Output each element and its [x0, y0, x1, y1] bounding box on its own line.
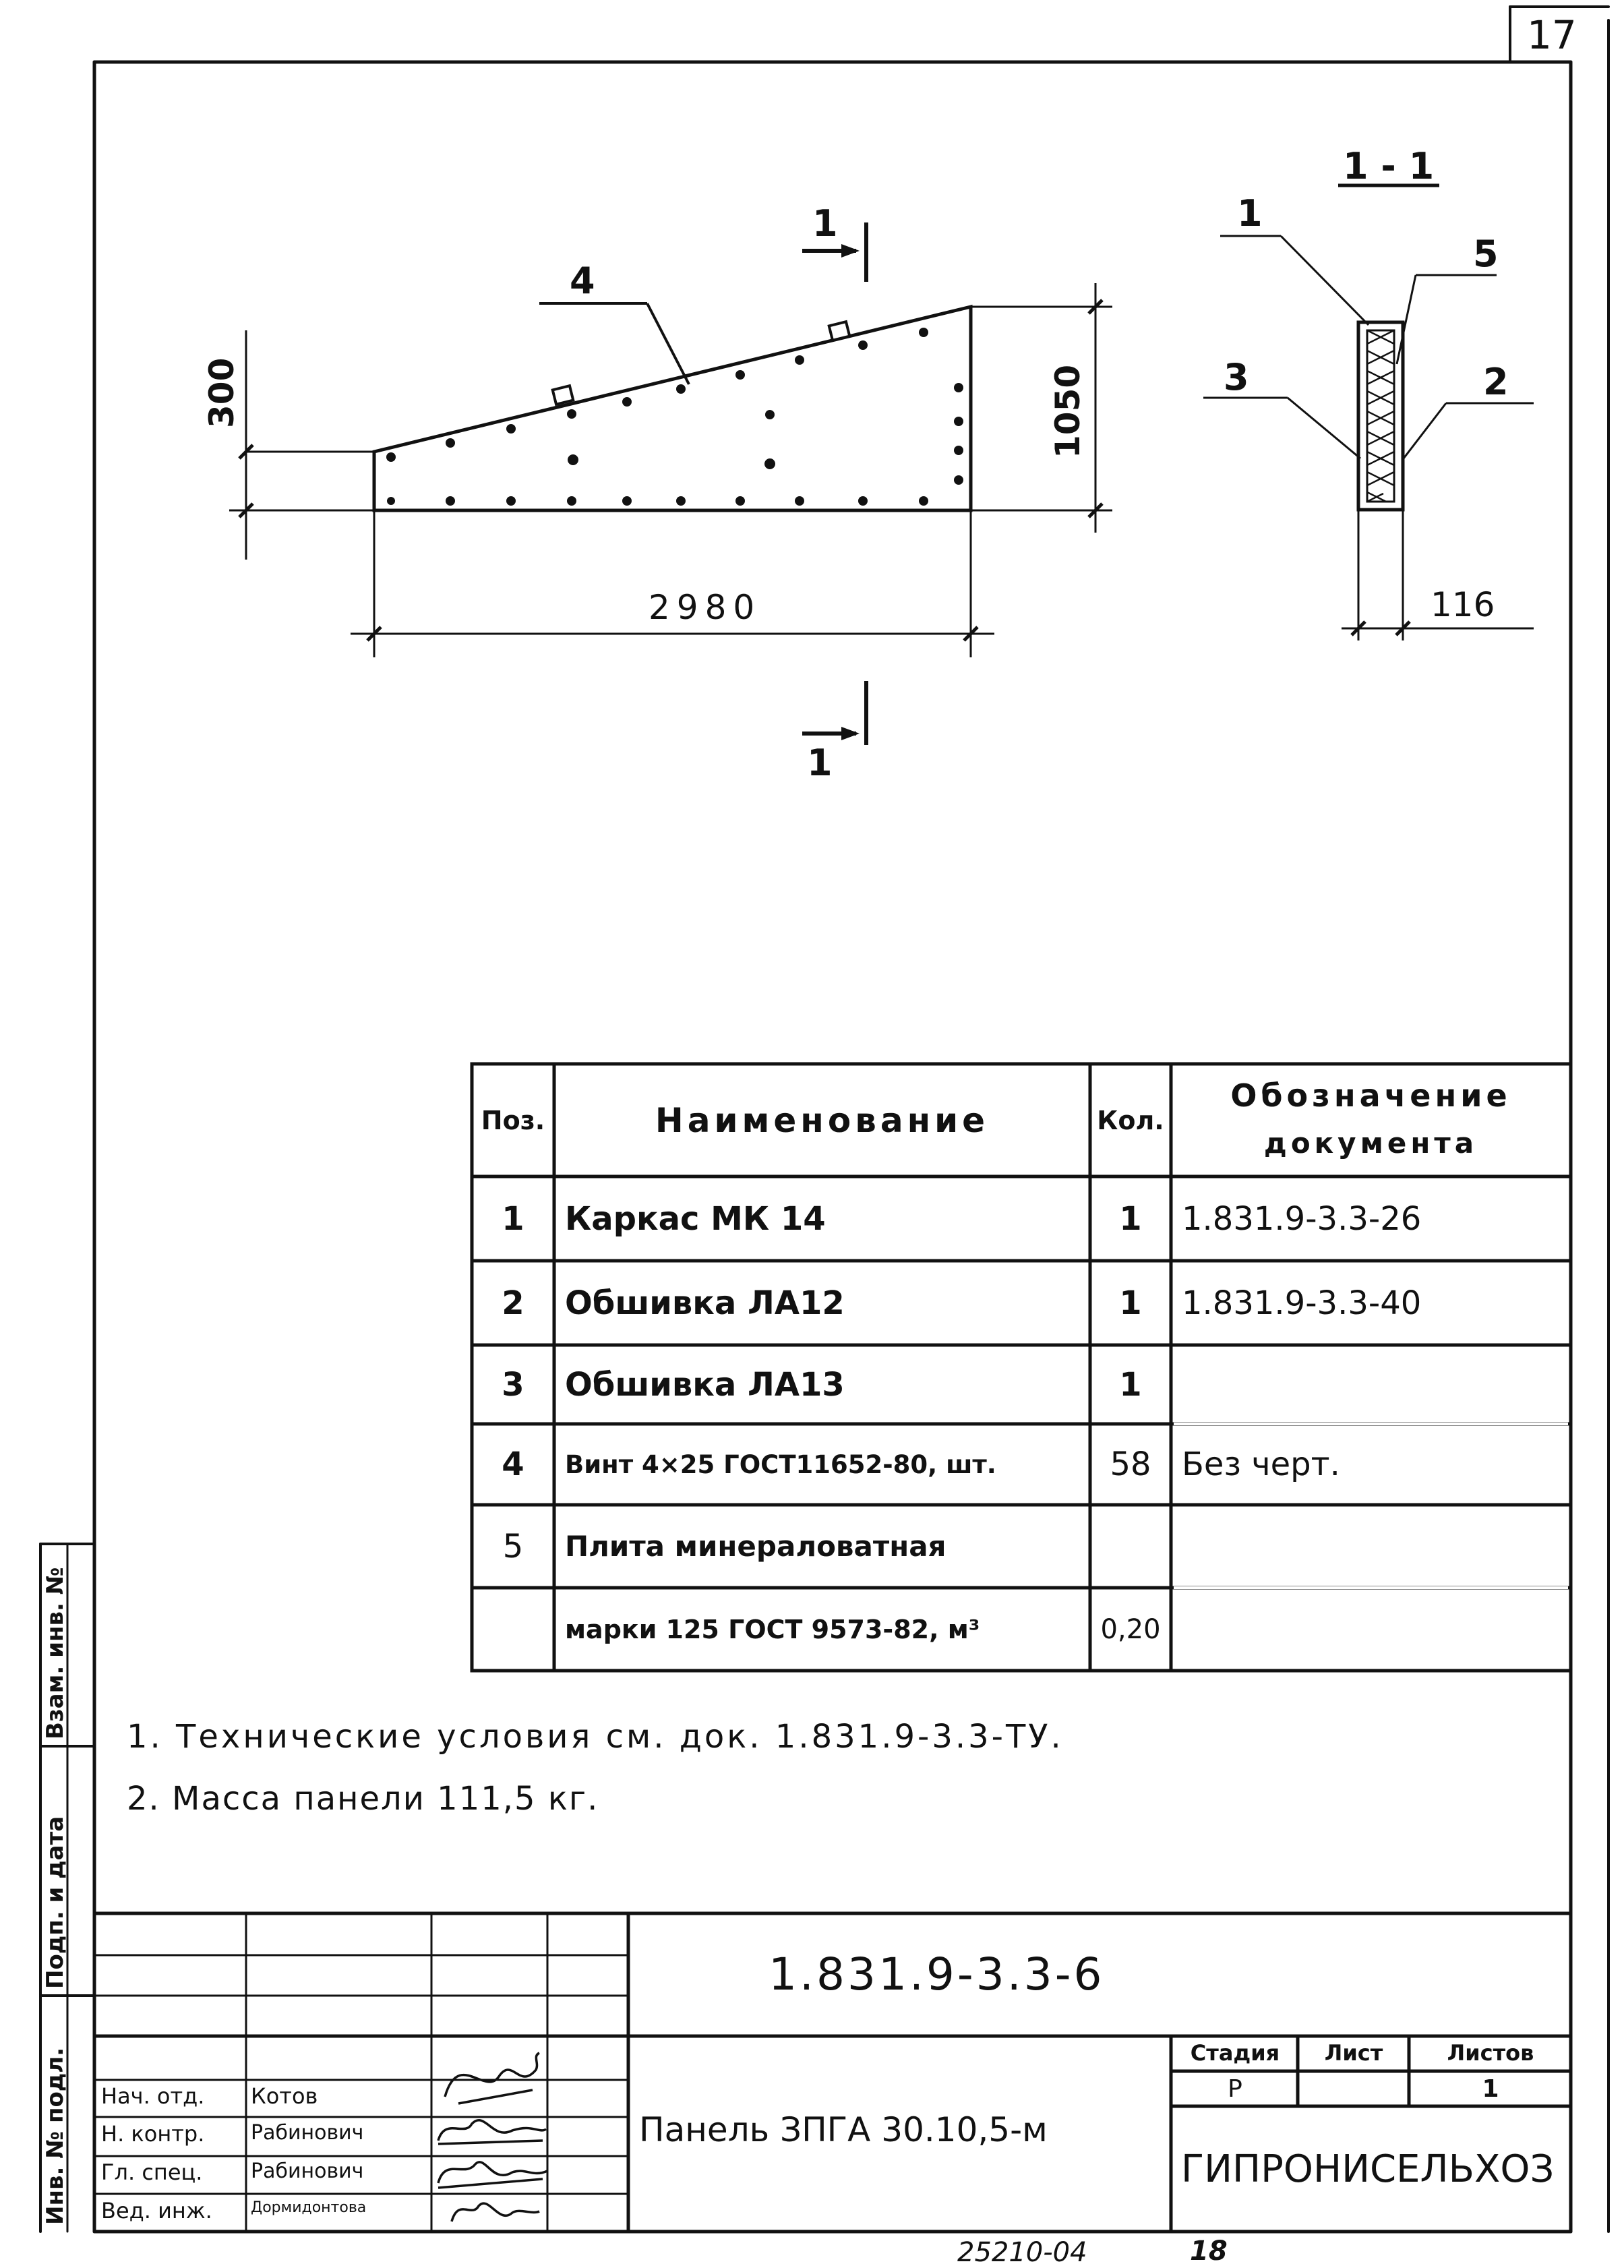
spec-header-name: Наименование	[655, 1100, 990, 1140]
side-stamp-vzam-inv: Взам. инв. №	[42, 1567, 69, 1739]
section-title: 1 - 1	[1343, 145, 1435, 187]
spec-row-1-doc: 1.831.9-3.3-26	[1182, 1199, 1422, 1238]
callout-2: 2	[1483, 361, 1509, 403]
stage-value: Р	[1228, 2075, 1242, 2103]
spec-header-qty: Кол.	[1097, 1105, 1164, 1135]
sheet-label: Лист	[1324, 2040, 1383, 2066]
callout-1: 1	[1237, 192, 1263, 235]
spec-header-doc-1: Обозначение	[1230, 1077, 1511, 1114]
spec-row-2-qty: 1	[1119, 1284, 1142, 1322]
side-stamp-inv-podl: Инв. № подл.	[42, 2047, 69, 2225]
spec-row-6-qty: 0,20	[1100, 1613, 1161, 1645]
section-marker-top: 1	[812, 202, 838, 245]
spec-row-6-name: марки 125 ГОСТ 9573-82, м³	[565, 1614, 980, 1644]
spec-header-doc-2: документа	[1263, 1126, 1478, 1160]
sign-role-3: Гл. спец.	[101, 2159, 203, 2185]
organization: ГИПРОНИСЕЛЬХОЗ	[1181, 2147, 1555, 2191]
dim-thickness: 116	[1431, 585, 1495, 624]
sign-name-3: Рабинович	[251, 2159, 364, 2183]
drawing-title: Панель ЗПГА 30.10,5-м	[639, 2110, 1048, 2149]
spec-row-4-pos: 4	[502, 1445, 524, 1483]
sheet-number: 17	[1527, 12, 1577, 58]
callout-3: 3	[1224, 356, 1249, 398]
callout-5: 5	[1473, 233, 1499, 275]
spec-row-6-pos	[473, 1589, 553, 1669]
sign-role-4: Вед. инж.	[101, 2198, 212, 2224]
side-stamp-podp-data: Подп. и дата	[42, 1816, 69, 1989]
note-1: 1. Технические условия см. док. 1.831.9-3.3-ТУ.	[127, 1718, 1064, 1756]
spec-header-pos: Поз.	[481, 1105, 545, 1135]
sheets-value: 1	[1482, 2075, 1499, 2103]
spec-row-1-pos: 1	[502, 1199, 524, 1238]
spec-row-1-name: Каркас МК 14	[565, 1199, 826, 1238]
spec-row-5-name: Плита минераловатная	[565, 1530, 946, 1563]
spec-row-2-pos: 2	[502, 1284, 524, 1322]
spec-row-6-doc	[1172, 1589, 1569, 1669]
sheets-label: Листов	[1447, 2040, 1534, 2066]
spec-row-3-qty: 1	[1119, 1365, 1142, 1404]
sign-role-1: Нач. отд.	[101, 2083, 205, 2109]
spec-row-4-qty: 58	[1110, 1445, 1151, 1483]
archive-code: 25210-04	[957, 2237, 1087, 2268]
callout-4: 4	[570, 260, 595, 302]
spec-row-2-doc: 1.831.9-3.3-40	[1182, 1284, 1422, 1322]
sign-name-4: Дормидонтова	[251, 2199, 367, 2216]
spec-row-2-name: Обшивка ЛА12	[565, 1284, 845, 1322]
spec-row-3-pos: 3	[502, 1365, 524, 1404]
signature-scribbles	[438, 2053, 547, 2221]
spec-row-4-name: Винт 4×25 ГОСТ11652-80, шт.	[565, 1450, 996, 1479]
note-2: 2. Масса панели 111,5 кг.	[127, 1780, 599, 1818]
dim-height-left: 300	[202, 357, 241, 428]
spec-row-3-doc	[1172, 1346, 1569, 1423]
dim-height-right: 1050	[1048, 364, 1087, 458]
doc-code: 1.831.9-3.3-6	[769, 1948, 1105, 2000]
spec-row-3-name: Обшивка ЛА13	[565, 1365, 845, 1404]
spec-row-5-pos: 5	[502, 1527, 524, 1565]
sign-name-1: Котов	[251, 2083, 318, 2109]
spec-row-4-doc: Без черт.	[1182, 1445, 1340, 1483]
spec-row-5-doc	[1172, 1506, 1569, 1586]
sign-name-2: Рабинович	[251, 2121, 364, 2145]
spec-row-1-qty: 1	[1119, 1199, 1142, 1238]
section-marker-bottom: 1	[807, 742, 833, 784]
sign-role-2: Н. контр.	[101, 2121, 205, 2147]
spec-row-5-qty	[1091, 1506, 1170, 1586]
stage-label: Стадия	[1190, 2040, 1280, 2066]
footer-page: 18	[1190, 2236, 1228, 2267]
panel-elevation	[374, 307, 971, 510]
dim-length: 2980	[649, 588, 762, 627]
